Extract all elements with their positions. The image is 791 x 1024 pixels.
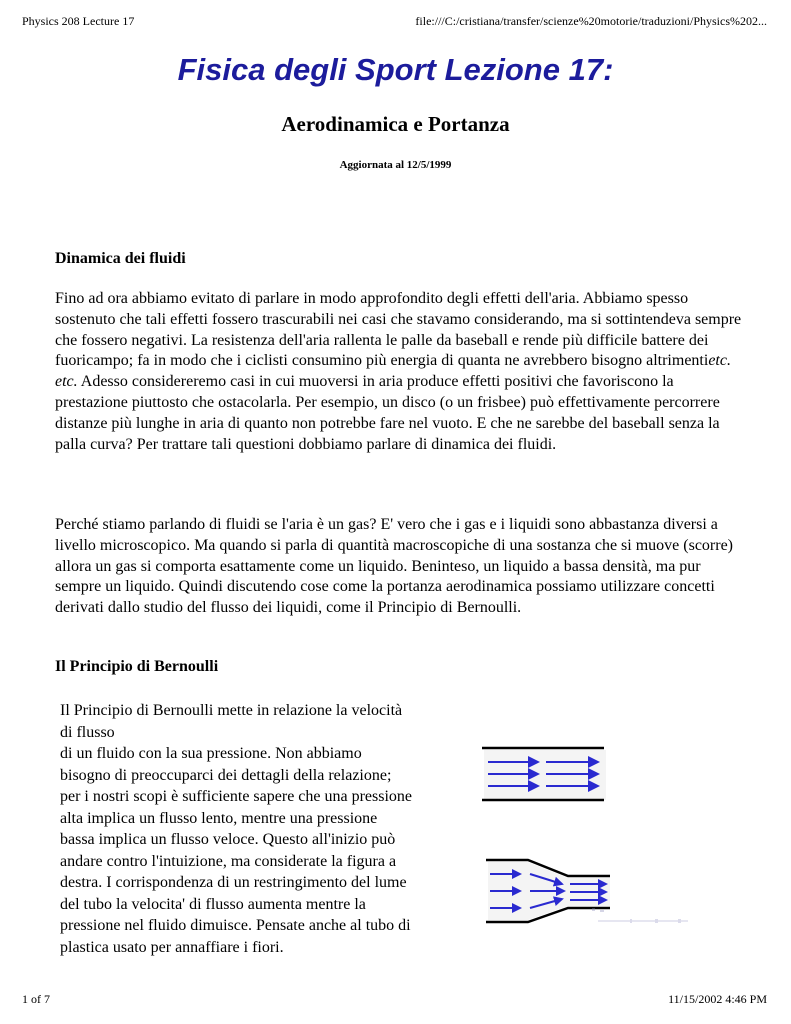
browser-footer-page-count: 1 of 7 xyxy=(22,992,50,1006)
section-heading-fluid-dynamics: Dinamica dei fluidi xyxy=(55,250,186,267)
bernoulli-line: plastica usato per annaffiare i fiori. xyxy=(60,938,284,956)
uniform-pipe-figure xyxy=(480,740,610,805)
bernoulli-line: di flusso xyxy=(60,723,115,741)
paragraph-intro-text-end: Adesso considereremo casi in cui muoversi in aria produce effetti positivi che favoriscono la prestazione piuttosto che ostacolarla. Per esempio, un disco (o un frisbee) può effettivamente percorrere distanze più lunghe in aria di quanto non potrebbe fare nel vuoto. E che ne sarebbe del baseball senza la palla curva? Per trattare tali questioni dobbiamo parlare di dinamica dei fluidi. xyxy=(55,373,720,453)
bernoulli-line: bassa implica un flusso veloce. Questo all'inizio può xyxy=(60,831,396,848)
updated-date: Aggiornata al 12/5/1999 xyxy=(339,159,452,171)
page-subtitle: Aerodinamica e Portanza xyxy=(281,112,510,136)
page-title: Fisica degli Sport Lezione 17: xyxy=(177,52,614,87)
section-heading-bernoulli: Il Principio di Bernoulli xyxy=(55,658,219,675)
browser-header-url: file:///C:/cristiana/transfer/scienze%20motorie/traduzioni/Physics%202... xyxy=(415,14,767,28)
bernoulli-line: per i nostri scopi è sufficiente sapere che una pressione xyxy=(60,788,413,805)
paragraph-intro xyxy=(55,289,745,455)
browser-header-title: Physics 208 Lecture 17 xyxy=(22,14,135,28)
bernoulli-line: destra. I corrispondenza di un restringimento del lume xyxy=(60,874,407,891)
bernoulli-line: Il Principio di Bernoulli mette in relazione la velocità xyxy=(60,702,403,719)
bernoulli-line: pressione nel fluido dimuisce. Pensate anche al tubo di xyxy=(60,917,411,934)
faded-scan-artifacts xyxy=(592,908,688,923)
bernoulli-line: alta implica un flusso lento, mentre una pressione xyxy=(60,809,378,827)
paragraph-intro-text: Fino ad ora abbiamo evitato di parlare in modo approfondito degli effetti dell'aria. Abbiamo spesso sostenuto che tali effetti fossero trascurabili nei casi che stavamo considerando, ma si sottintendeva sempre che fossero negativi. La resistenza dell'aria rallenta le palle da baseball e rende più difficile battere dei fuoricampo; fa in modo che i ciclisti consumino più energia di quanta ne avrebbero bisogno altrimenti xyxy=(55,290,742,370)
constricted-pipe-figure xyxy=(480,848,705,933)
bernoulli-line: bisogno di preoccuparci dei dettagli della relazione; xyxy=(60,766,392,784)
bernoulli-line: di un fluido con la sua pressione. Non abbiamo xyxy=(60,745,362,762)
bernoulli-text xyxy=(60,700,475,958)
bernoulli-line: andare contro l'intuizione, ma considerate la figura a xyxy=(60,852,397,870)
paragraph-fluids: Perché stiamo parlando di fluidi se l'aria è un gas? E' vero che i gas e i liquidi sono abbastanza diversi a livello microscopico. Ma quando si parla di quantità macroscopiche di una sostanza che si muove (scorre) allora un gas si comporta esattamente come un liquido. Beninteso, un liquido a bassa densità, ma pur sempre un liquido. Quindi discutendo cose come la portanza aerodinamica possiamo utilizzare concetti derivati dallo studio del flusso dei liquidi, come il Principio di Bernoulli. xyxy=(55,516,734,617)
bernoulli-line: del tubo la velocita' di flusso aumenta mentre la xyxy=(60,895,366,913)
paragraph-intro-italic: etc. etc. xyxy=(55,352,731,391)
browser-footer-timestamp: 11/15/2002 4:46 PM xyxy=(668,992,767,1006)
